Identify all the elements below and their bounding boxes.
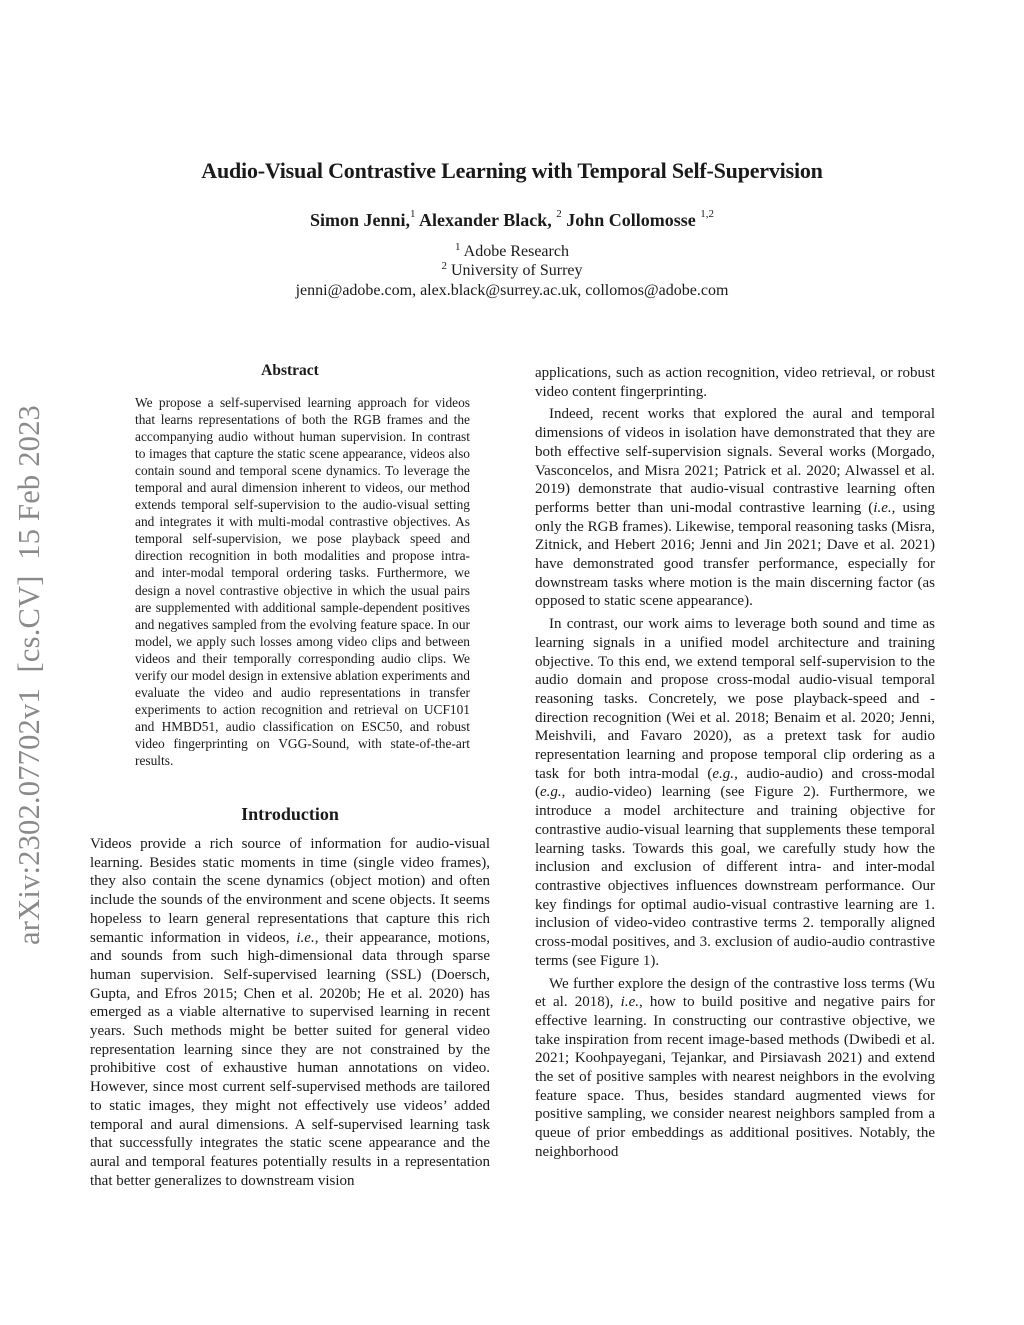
body-paragraph: applications, such as action recognition, video retrieval, or robust video content fingerprinting. (535, 365, 935, 400)
abstract-text: We propose a self-supervised learning approach for videos that learns representations of both the RGB frames and the accompanying audio without human supervision. In contrast to images that capture the static scene appearance, videos also contain sound and temporal scene dynamics. To leverage the temporal and aural dimension inherent to videos, our method extends temporal self-supervision to the audio-visual setting and integrates it with multi-modal contrastive objectives. As temporal self-supervision, we pose playback speed and direction recognition in both modalities and propose intra- and inter-modal temporal ordering tasks. Furthermore, we design a novel contrastive objective in which the usual pairs are supplemented with additional sample-dependent positives and negatives sampled from the evolving feature space. In our model, we apply such losses among video clips and between videos and their temporally corresponding audio clips. We verify our model design in extensive ablation experiments and evaluate the video and audio representations in transfer experiments to action recognition and retrieval on UCF101 and HMBD51, audio classification on ESC50, and robust video fingerprinting on VGG-Sound, with state-of-the-art results. (135, 395, 470, 768)
body-paragraph: Videos provide a rich source of information for audio-visual learning. Besides static moments in time (single video frames), they also contain the scene dynamics (object motion) and often include the sounds of the environment and scene objects. It seems hopeless to learn general representations that capture this rich semantic information in videos, i.e., their appearance, motions, and sounds from such high-dimensional data through sparse human supervision. Self-supervised learning (SSL) (Doersch, Gupta, and Efros 2015; Chen et al. 2020b; He et al. 2020) has emerged as a viable alternative to supervised learning in recent years. Such methods might be better suited for general video representation learning since they are not constrained by the prohibitive cost of exhaustive human annotations on video. However, since most current self-supervised methods are tailored to static images, they might not effectively use videos’ added temporal and aural dimensions. A self-supervised learning task that successfully integrates the static scene appearance and the aural and temporal features potentially results in a representation that better generalizes to downstream vision (90, 836, 490, 1189)
body-paragraph: In contrast, our work aims to leverage both sound and time as learning signals in a unified model architecture and training objective. To this end, we extend temporal self-supervision to the audio domain and propose cross-modal audio-visual temporal reasoning tasks. Concretely, we pose playback-speed and -direction recognition (Wei et al. 2018; Benaim et al. 2020; Jenni, Meishvili, and Favaro 2020), as a pretext task for audio representation learning and propose temporal clip ordering as a task for both intra-modal (e.g., audio-audio) and cross-modal (e.g., audio-video) learning (see Figure 2). Furthermore, we introduce a model architecture and training objective for contrastive audio-visual learning that supplements these temporal learning tasks. Towards this goal, we carefully study how the inclusion and exclusion of different intra- and inter-modal contrastive objectives influences downstream performance. Our key findings for optimal audio-visual contrastive learning are 1. inclusion of video-video contrastive terms 2. temporally aligned cross-modal positives, and 3. exclusion of audio-audio contrastive terms (see Figure 1). (535, 616, 935, 969)
affiliation: $^2$ University of Surrey (441, 260, 583, 279)
author-affil-mark: 1,2 (700, 208, 714, 220)
right-column (535, 364, 935, 1162)
abstract-heading: Abstract (261, 362, 319, 379)
body-paragraph: We further explore the design of the contrastive loss terms (Wu et al. 2018), i.e., how to build positive and negative pairs for effective learning. In constructing our contrastive objective, we take inspiration from recent image-based methods (Dwibedi et al. 2021; Koohpayegani, Tejankar, and Pirsiavash 2021) and extend the set of positive samples with nearest neighbors in the evolving feature space. Thus, besides standard augmented views for positive sampling, we consider nearest neighbors sampled from a queue of prior embeddings as additional positives. Notably, the neighborhood (535, 975, 935, 1160)
body-paragraph: Indeed, recent works that explored the aural and temporal dimensions of videos in isolation have demonstrated that they are both effective self-supervision signals. Several works (Morgado, Vasconcelos, and Misra 2021; Patrick et al. 2020; Alwassel et al. 2019) demonstrate that audio-visual contrastive learning often performs better than uni-modal contrastive learning (i.e., using only the RGB frames). Likewise, temporal reasoning tasks (Misra, Zitnick, and Hebert 2016; Jenni and Jin 2021; Dave et al. 2021) have demonstrated good transfer performance, especially for downstream tasks where motion is the main discerning factor (as opposed to static scene appearance). (535, 406, 935, 610)
author-name: Alexander Black, (419, 210, 552, 230)
author-affil-mark: 2 (556, 208, 562, 220)
author-emails: jenni@adobe.com, alex.black@surrey.ac.uk, collomos@adobe.com (295, 282, 729, 299)
author-affil-mark: 1 (410, 208, 416, 220)
affiliation: $^1$ Adobe Research (455, 241, 569, 260)
left-column (90, 362, 490, 1190)
arxiv-watermark: arXiv:2302.07702v1 [cs.CV] 15 Feb 2023 (12, 404, 46, 945)
paper-title: Audio-Visual Contrastive Learning with Temporal Self-Supervision (201, 158, 823, 183)
author-name: Simon Jenni, (310, 210, 411, 230)
introduction-heading: Introduction (241, 804, 339, 825)
author-list (0, 210, 1024, 231)
author-name: John Collomosse (566, 210, 696, 230)
